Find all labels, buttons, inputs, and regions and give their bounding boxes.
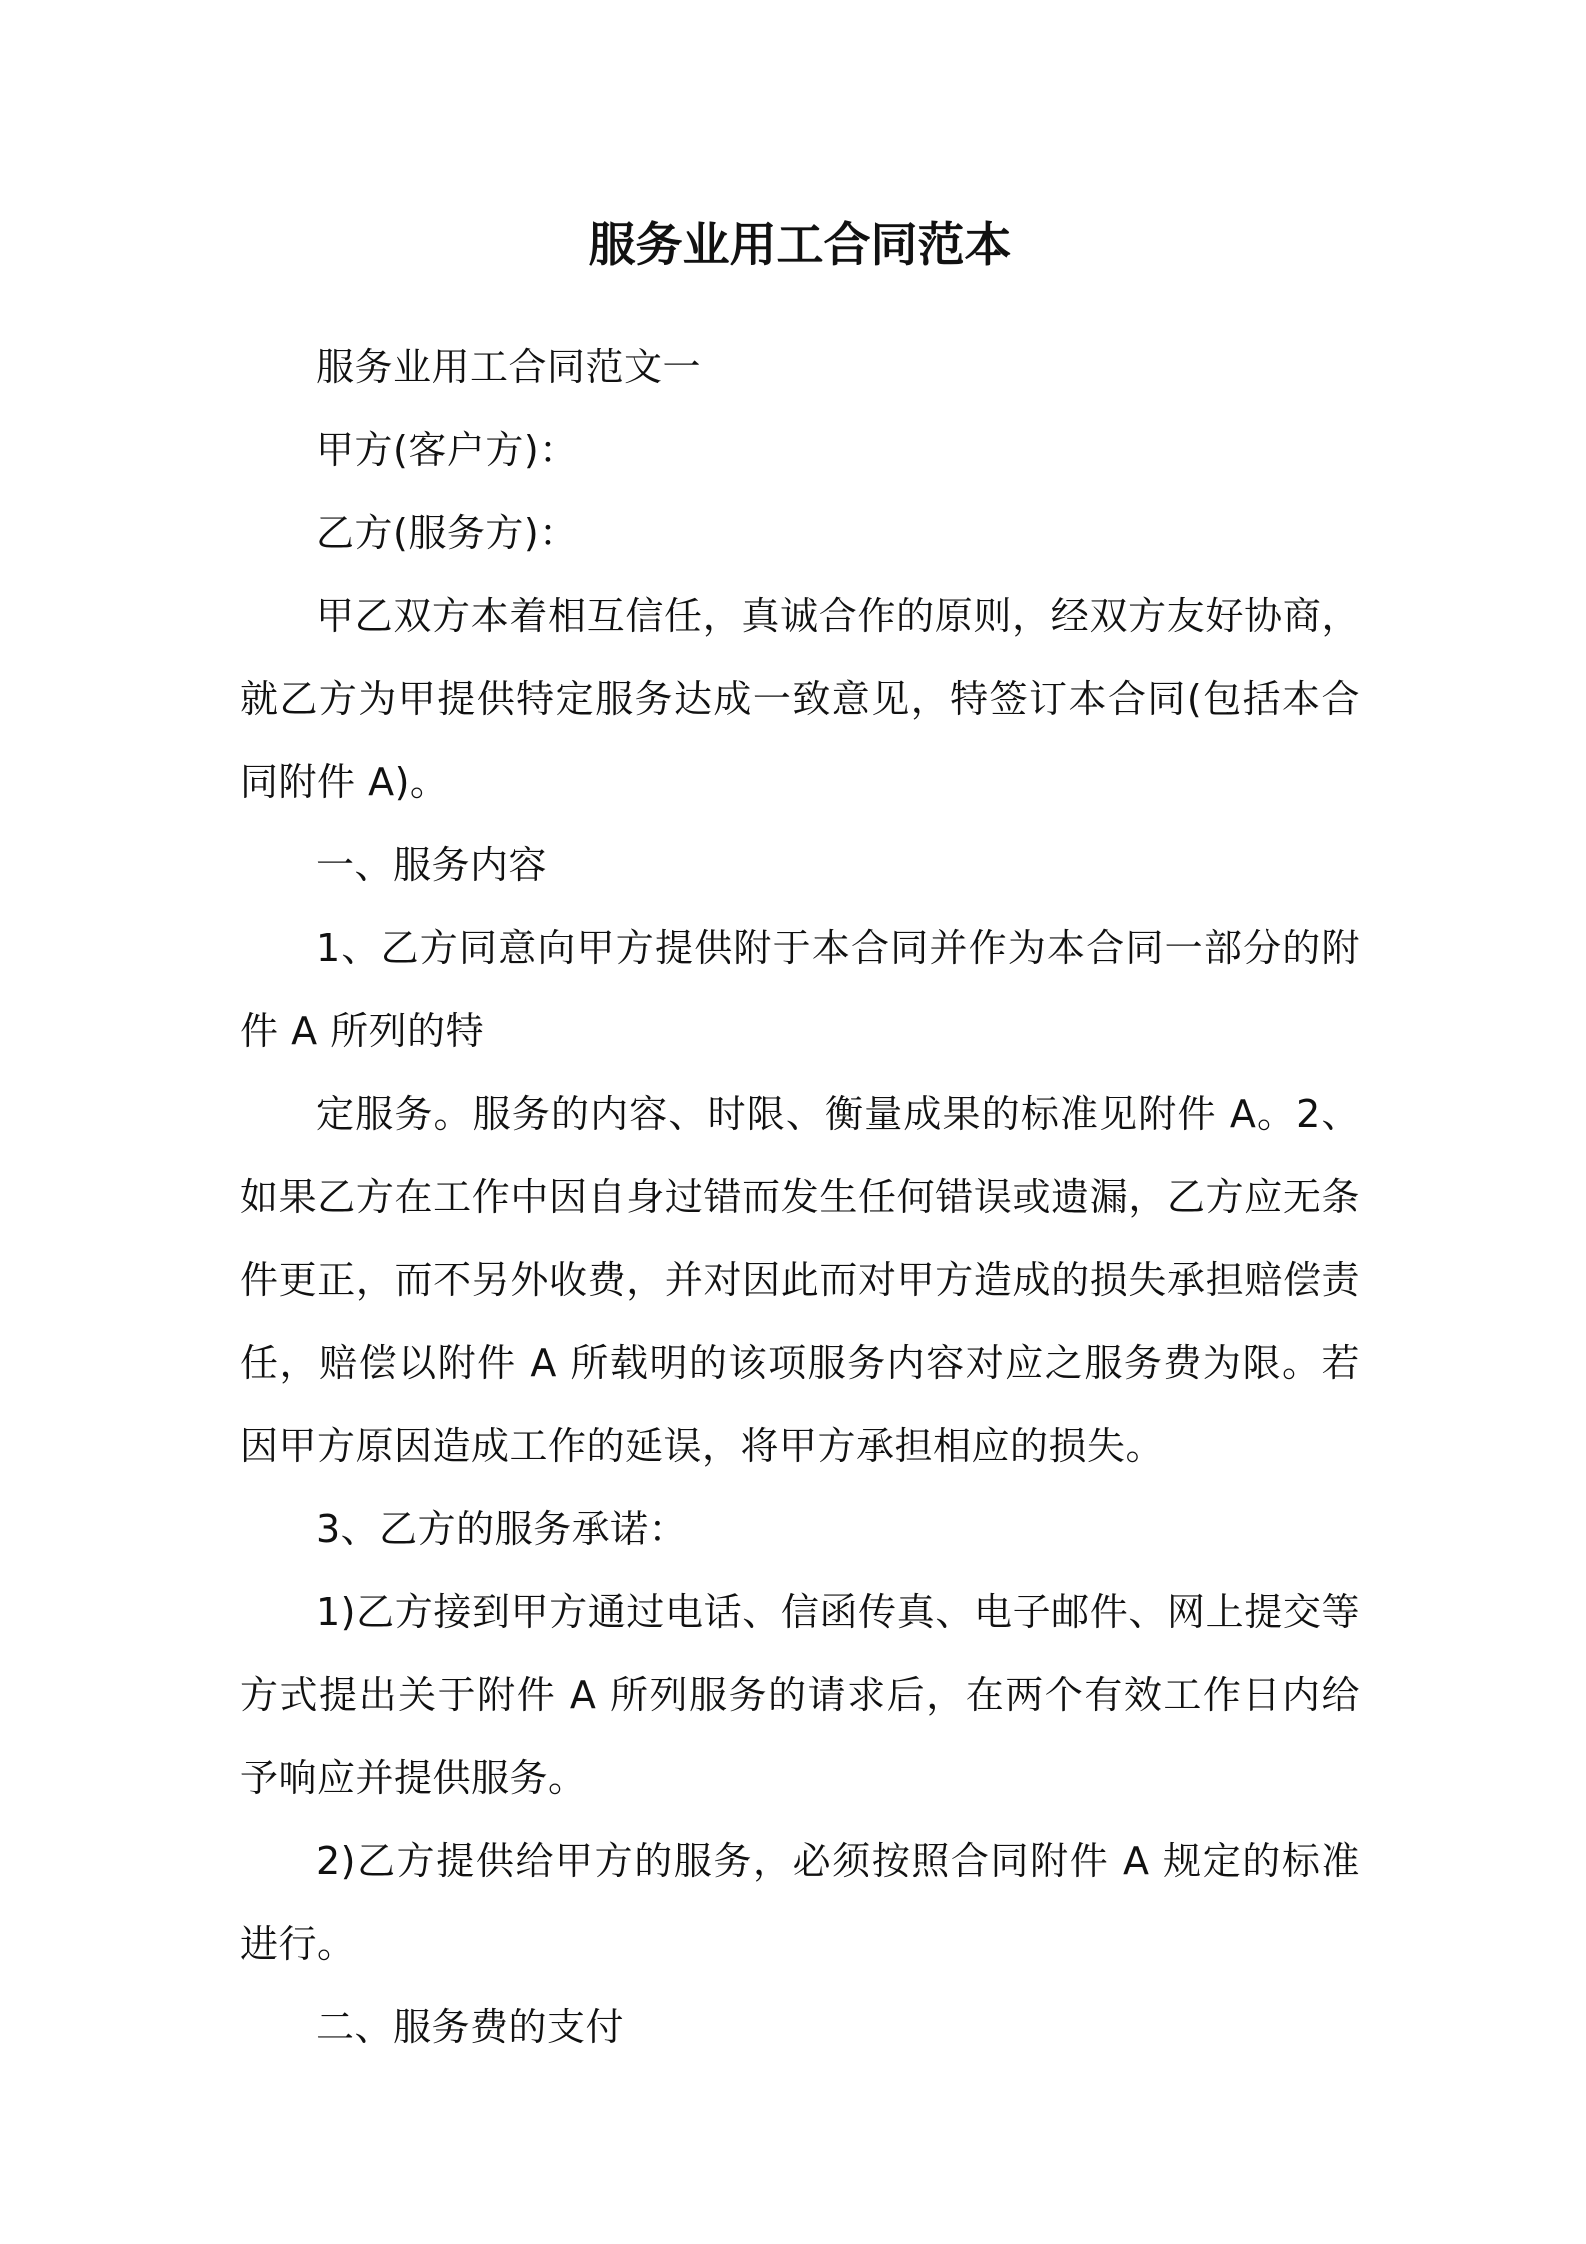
paragraph-commitment-2: 2)乙方提供给甲方的服务，必须按照合同附件 A 规定的标准进行。	[240, 1839, 1360, 1966]
document-title: 服务业用工合同范本	[588, 218, 1012, 273]
section-heading-payment: 二、服务费的支付	[316, 2005, 625, 2049]
paragraph-subtitle: 服务业用工合同范文一	[316, 345, 702, 389]
paragraph-clause-3: 3、乙方的服务承诺：	[316, 1507, 688, 1551]
paragraph-party-b: 乙方(服务方)：	[316, 511, 578, 555]
document-body	[240, 210, 1360, 2069]
paragraph-preamble: 甲乙双方本着相互信任，真诚合作的原则，经双方友好协商，就乙方为甲提供特定服务达成一致意见，特签订本合同(包括本合同附件 A)。	[240, 594, 1360, 804]
paragraph-commitment-1: 1)乙方接到甲方通过电话、信函传真、电子邮件、网上提交等方式提出关于附件 A 所列服务的请求后，在两个有效工作日内给予响应并提供服务。	[240, 1590, 1360, 1800]
paragraph-party-a: 甲方(客户方)：	[316, 428, 578, 472]
section-heading-service-content: 一、服务内容	[316, 843, 548, 887]
paragraph-clause-1: 1、乙方同意向甲方提供附于本合同并作为本合同一部分的附件 A 所列的特	[240, 926, 1360, 1053]
paragraph-clause-1-continued: 定服务。服务的内容、时限、衡量成果的标准见附件 A。2、如果乙方在工作中因自身过错而发生任何错误或遗漏，乙方应无条件更正，而不另外收费，并对因此而对甲方造成的损失承担赔偿责任，赔偿以附件 A 所载明的该项服务内容对应之服务费为限。若因甲方原因造成工作的延误，将甲方承担相应的损失。	[240, 1092, 1360, 1468]
